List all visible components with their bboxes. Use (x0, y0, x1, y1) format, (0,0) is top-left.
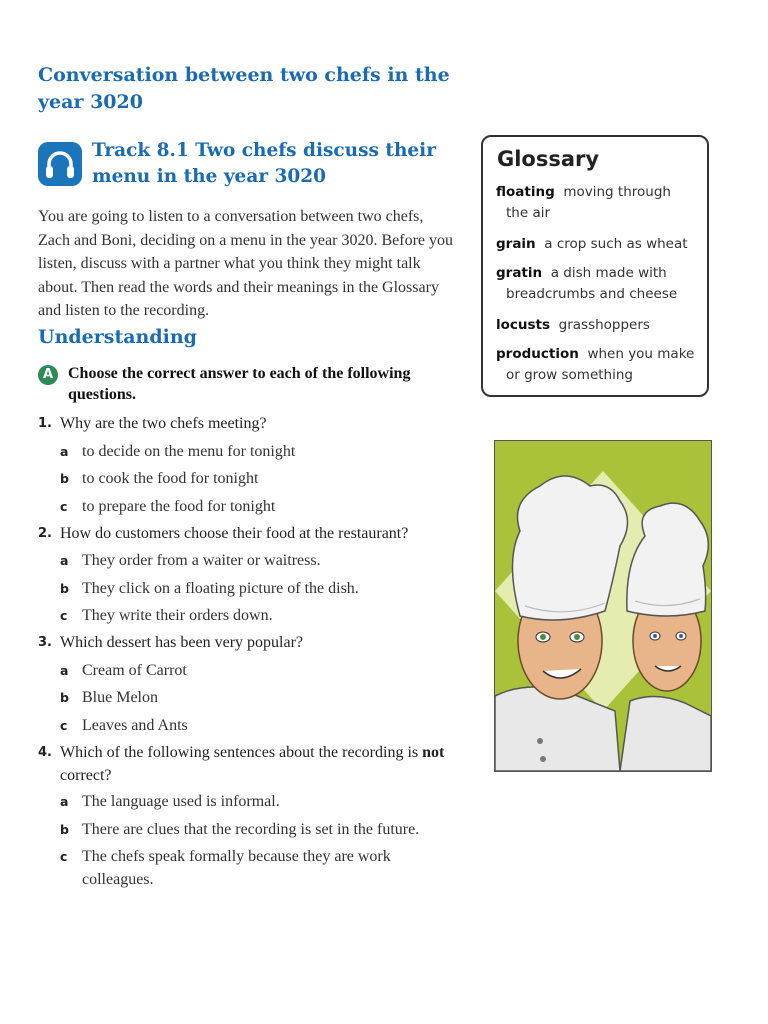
option-letter: a (60, 553, 69, 568)
option-letter: a (60, 444, 69, 459)
glossary-term: locusts (496, 317, 551, 333)
glossary-entry-floating (496, 182, 701, 224)
question-text: Why are the two chefs meeting? (60, 415, 267, 432)
option-text: The chefs speak formally because they are work colleagues. (82, 848, 391, 888)
option-letter: c (60, 608, 68, 623)
glossary-term: grain (496, 236, 536, 252)
glossary-entry-gratin (496, 263, 701, 305)
option-text: Blue Melon (82, 689, 158, 706)
glossary-term: production (496, 346, 579, 362)
option-text: They click on a floating picture of the dish. (82, 580, 359, 597)
question-text (60, 741, 460, 787)
question-number: 2. (38, 526, 52, 541)
question-text: Which dessert has been very popular? (60, 634, 304, 651)
glossary-definition-cont: breadcrumbs and cheese (506, 286, 678, 302)
option-letter: b (60, 690, 69, 705)
glossary-title: Glossary (497, 147, 600, 171)
glossary-entry-locusts (496, 315, 701, 336)
question-text-start: Which of the following sentences about the recording is (60, 744, 419, 761)
question-text-end: correct? (60, 767, 112, 784)
option-letter: b (60, 581, 69, 596)
question-text: How do customers choose their food at the restaurant? (60, 525, 409, 542)
glossary-entry-production (496, 344, 701, 386)
intro-paragraph: You are going to listen to a conversation between two chefs, Zach and Boni, deciding on a menu in the year 3020. Before you listen, discuss with a partner what you think they might talk about. Then read the words and their meanings in the Glossary and listen to the recording. (38, 208, 453, 319)
glossary-definition: moving through (563, 184, 671, 200)
section-heading: Understanding (38, 326, 197, 348)
glossary-entry-grain (496, 234, 701, 255)
glossary-definition-cont: or grow something (506, 367, 633, 383)
option-text: They write their orders down. (82, 607, 273, 624)
activity-text: Choose the correct answer to each of the following questions. (68, 365, 411, 403)
option-letter: c (60, 718, 68, 733)
two-chefs-illustration (494, 440, 712, 772)
option-text: to decide on the menu for tonight (82, 443, 296, 460)
question-number: 3. (38, 635, 52, 650)
question-text-emphasis: not (422, 744, 445, 761)
option-letter: c (60, 499, 68, 514)
glossary-box (481, 135, 709, 397)
glossary-term: gratin (496, 265, 543, 281)
option-text: They order from a waiter or waitress. (82, 552, 321, 569)
question-number: 1. (38, 416, 52, 431)
glossary-term: floating (496, 184, 555, 200)
option-text: to prepare the food for tonight (82, 498, 276, 515)
option-text: Cream of Carrot (82, 662, 187, 679)
glossary-definition: a dish made with (550, 265, 667, 281)
option-letter: b (60, 822, 69, 837)
glossary-definition: grasshoppers (558, 317, 650, 333)
track-header (38, 138, 478, 198)
page-title: Conversation between two chefs in the year 3020 (38, 64, 450, 113)
option-text: The language used is informal. (82, 793, 280, 810)
option-text: Leaves and Ants (82, 717, 188, 734)
glossary-definition: a crop such as wheat (544, 236, 688, 252)
question-number: 4. (38, 745, 52, 760)
option-text: There are clues that the recording is set in the future. (82, 821, 420, 838)
glossary-definition-cont: the air (506, 205, 551, 221)
headphones-icon[interactable] (38, 142, 82, 186)
track-title: Track 8.1 Two chefs discuss their menu in the year 3020 (92, 140, 436, 187)
option-letter: b (60, 471, 69, 486)
option-text: to cook the food for tonight (82, 470, 259, 487)
option-letter: a (60, 794, 69, 809)
option-letter: a (60, 663, 69, 678)
glossary-definition: when you make (587, 346, 695, 362)
activity-badge: A (38, 365, 58, 385)
option-letter: c (60, 849, 68, 864)
